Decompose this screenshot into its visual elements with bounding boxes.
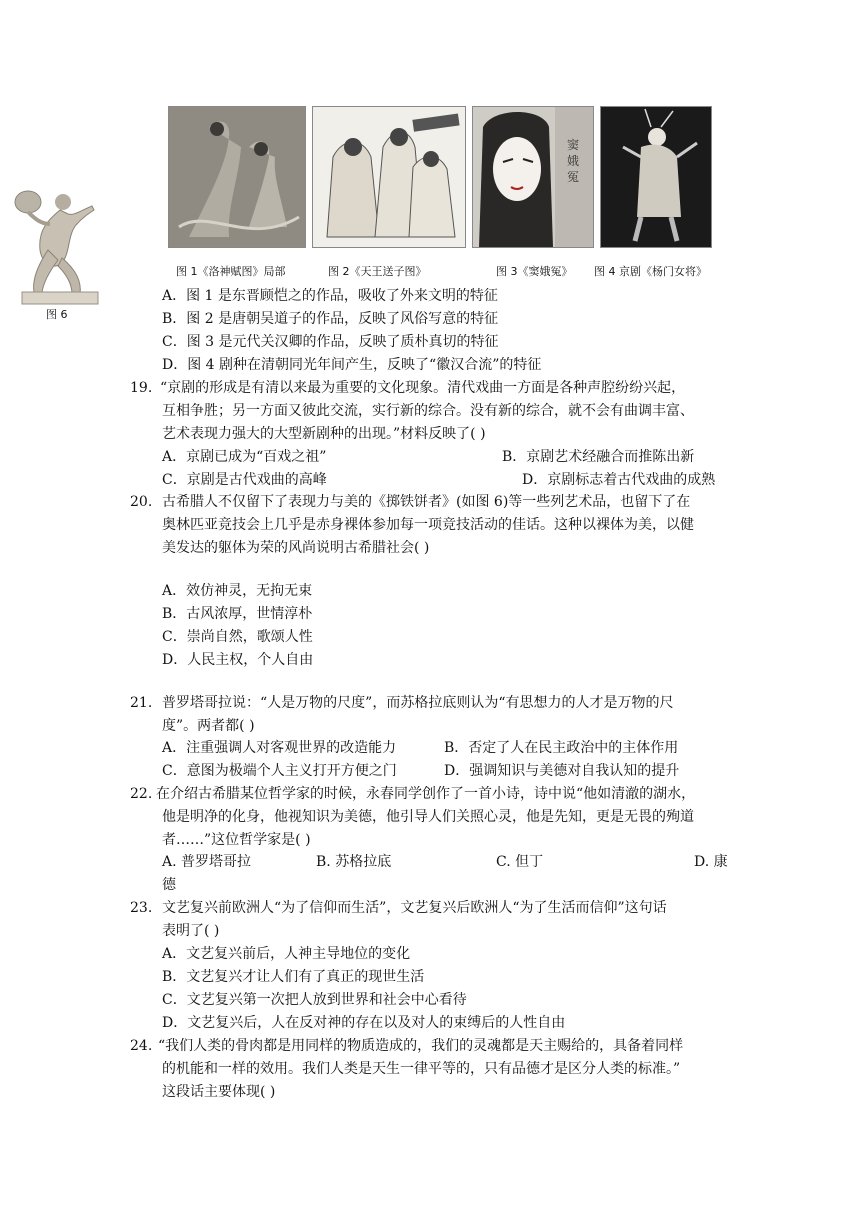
q18-option-a: A．图 1 是东晋顾恺之的作品，吸收了外来文明的特征 bbox=[162, 288, 498, 304]
q24-stem-line: 这段话主要体现( ) bbox=[162, 1084, 276, 1100]
q19-option-a: A．京剧已成为“百戏之祖” bbox=[162, 449, 327, 465]
q20-stem-line: 古希腊人不仅留下了表现力与美的《掷铁饼者》(如图 6)等一些列艺术品，也留下了在 bbox=[162, 494, 691, 510]
q22-option-a: A. 普罗塔哥拉 bbox=[162, 854, 252, 870]
q24-stem-line: 的机能和一样的效用。我们人类是天生一律平等的，只有品德才是区分人类的标准。” bbox=[162, 1061, 681, 1077]
q22-stem-line: 在介绍古希腊某位哲学家的时候，永春同学创作了一首小诗，诗中说“他如清澈的湖水， bbox=[156, 786, 696, 802]
q22-stem-line: 者……”这位哲学家是( ) bbox=[162, 832, 311, 848]
figure-2-image bbox=[312, 106, 466, 248]
q19-stem-line: 艺术表现力强大的大型新剧种的出现。”材料反映了( ) bbox=[162, 426, 486, 442]
q20-option-a: A．效仿神灵，无拘无束 bbox=[162, 583, 313, 599]
q20-stem-line: 美发达的躯体为荣的风尚说明古希腊社会( ) bbox=[162, 540, 430, 556]
q19-option-c: C．京剧是古代戏曲的高峰 bbox=[162, 472, 327, 488]
q20-option-d: D．人民主权，个人自由 bbox=[162, 652, 314, 668]
q18-option-d: D．图 4 剧种在清朝同光年间产生，反映了“徽汉合流”的特征 bbox=[162, 357, 542, 373]
q22-number: 22. bbox=[130, 786, 153, 802]
q18-option-c: C．图 3 是元代关汉卿的作品，反映了质朴真切的特征 bbox=[162, 334, 499, 350]
q19-number: 19. bbox=[130, 380, 153, 396]
q20-number: 20. bbox=[130, 494, 153, 510]
q23-stem-line: 表明了( ) bbox=[162, 923, 220, 939]
q21-stem-line: 普罗塔哥拉说：“人是万物的尺度”，而苏格拉底则认为“有思想力的人才是万物的尺 bbox=[162, 695, 674, 711]
q23-stem-line: 文艺复兴前欧洲人“为了信仰而生活”，文艺复兴后欧洲人“为了生活而信仰”这句话 bbox=[162, 900, 667, 916]
q19-option-b: B．京剧艺术经融合而推陈出新 bbox=[502, 449, 695, 465]
q20-stem-line: 奥林匹亚竞技会上几乎是赤身裸体参加每一项竞技活动的佳话。这种以裸体为美，以健 bbox=[162, 517, 694, 533]
figure-4-image bbox=[600, 106, 712, 248]
q19-option-d: D．京剧标志着古代戏曲的成熟 bbox=[522, 472, 716, 488]
q23-option-c: C．文艺复兴第一次把人放到世界和社会中心看待 bbox=[162, 992, 467, 1008]
q21-option-b: B．否定了人在民主政治中的主体作用 bbox=[444, 740, 679, 756]
q22-option-b: B. 苏格拉底 bbox=[316, 854, 392, 870]
figure-1-painting bbox=[169, 107, 305, 247]
q19-stem-line: 互相争胜；另一方面又彼此交流，实行新的综合。没有新的综合，就不会有曲调丰富、 bbox=[162, 403, 694, 419]
figure-6-discus-thrower bbox=[8, 180, 108, 320]
q22-stem-line: 他是明净的化身，他视知识为美德，他引导人们关照心灵，他是先知，更是无畏的殉道 bbox=[162, 809, 694, 825]
q21-option-a: A．注重强调人对客观世界的改造能力 bbox=[162, 740, 397, 756]
figure-6-label: 图 6 bbox=[46, 308, 68, 321]
figure-2-painting bbox=[313, 107, 465, 247]
q23-number: 23. bbox=[130, 900, 153, 916]
figure-1-caption: 图 1《洛神赋图》局部 bbox=[176, 265, 286, 278]
discus-thrower-image bbox=[8, 180, 108, 320]
q21-option-d: D．强调知识与美德对自我认知的提升 bbox=[444, 763, 680, 779]
q22-option-d-wrap: 德 bbox=[162, 877, 176, 893]
figure-3-image bbox=[472, 106, 594, 248]
q21-stem-line: 度”。两者都( ) bbox=[162, 718, 255, 734]
q19-stem-line: “京剧的形成是有清以来最为重要的文化现象。清代戏曲一方面是各种声腔纷纷兴起， bbox=[160, 380, 686, 396]
figure-4-opera-performer bbox=[601, 107, 711, 247]
q20-option-c: C．崇尚自然，歌颂人性 bbox=[162, 629, 313, 645]
q18-option-b: B．图 2 是唐朝吴道子的作品，反映了风俗写意的特征 bbox=[162, 311, 499, 327]
q23-option-b: B．文艺复兴才让人们有了真正的现世生活 bbox=[162, 969, 425, 985]
q22-option-d: D. 康 bbox=[694, 854, 728, 870]
figure-3-vertical-title: 窦娥冤 bbox=[567, 138, 580, 184]
q23-option-d: D．文艺复兴后，人在反对神的存在以及对人的束缚后的人性自由 bbox=[162, 1015, 566, 1031]
q21-option-c: C．意图为极端个人主义打开方便之门 bbox=[162, 763, 397, 779]
figure-1-image bbox=[168, 106, 306, 248]
q22-option-c: C. 但丁 bbox=[496, 854, 544, 870]
q24-number: 24. bbox=[130, 1038, 153, 1054]
q20-option-b: B．古风浓厚，世情淳朴 bbox=[162, 606, 313, 622]
figure-4-caption: 图 4 京剧《杨门女将》 bbox=[594, 265, 707, 278]
figure-3-caption: 图 3《窦娥冤》 bbox=[496, 265, 573, 278]
figure-2-caption: 图 2《天王送子图》 bbox=[328, 265, 427, 278]
q23-option-a: A．文艺复兴前后，人神主导地位的变化 bbox=[162, 946, 411, 962]
q24-stem-line: “我们人类的骨肉都是用同样的物质造成的，我们的灵魂都是天主赐给的，具备着同样 bbox=[158, 1038, 684, 1054]
q21-number: 21. bbox=[130, 695, 153, 711]
